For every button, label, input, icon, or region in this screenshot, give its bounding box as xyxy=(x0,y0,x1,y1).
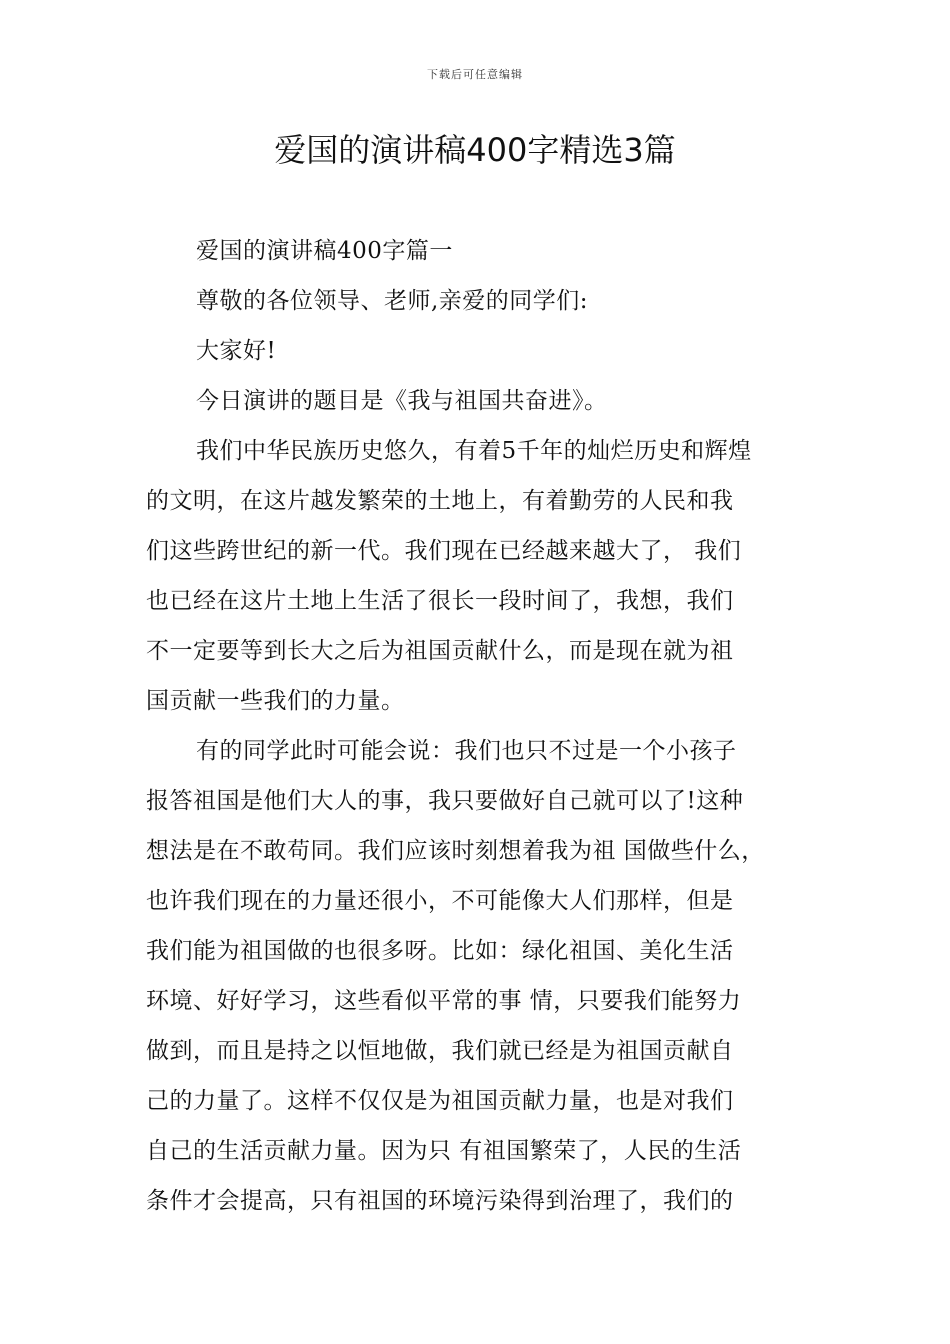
paragraph-line: 己的力量了。这样不仅仅是为祖国贡献力量，也是对我们 xyxy=(146,1088,734,1114)
paragraph-line: 报答祖国是他们大人的事，我只要做好自己就可以了!这种 xyxy=(146,788,744,814)
paragraph-line: 也许我们现在的力量还很小，不可能像大人们那样，但是 xyxy=(146,888,734,914)
document-title: 爱国的演讲稿400字精选3篇 xyxy=(274,131,676,169)
paragraph-line: 有的同学此时可能会说：我们也只不过是一个小孩子 xyxy=(196,738,737,764)
header-note: 下载后可任意编辑 xyxy=(427,68,523,81)
paragraph-line: 也已经在这片土地上生活了很长一段时间了，我想，我们 xyxy=(146,588,734,614)
paragraph-line: 的文明，在这片越发繁荣的土地上，有着勤劳的人民和我 xyxy=(146,488,734,514)
paragraph-line: 我们能为祖国做的也很多呀。比如：绿化祖国、美化生活 xyxy=(146,938,734,964)
topic-line: 今日演讲的题目是《我与祖国共奋进》。 xyxy=(196,388,608,414)
paragraph-line: 不一定要等到长大之后为祖国贡献什么，而是现在就为祖 xyxy=(146,638,734,664)
section-heading: 爱国的演讲稿400字篇一 xyxy=(196,238,453,264)
document-body xyxy=(146,226,816,1226)
greeting: 大家好! xyxy=(196,338,277,364)
paragraph-line: 环境、好好学习，这些看似平常的事 情，只要我们能努力 xyxy=(146,988,742,1014)
paragraph-line: 国贡献一些我们的力量。 xyxy=(146,688,405,714)
paragraph-line: 自己的生活贡献力量。因为只 有祖国繁荣了，人民的生活 xyxy=(146,1138,742,1164)
paragraph-line: 想法是在不敢苟同。我们应该时刻想着我为祖 国做些什么， xyxy=(146,838,765,864)
salutation: 尊敬的各位领导、老师,亲爱的同学们: xyxy=(196,288,589,314)
paragraph-line: 我们中华民族历史悠久，有着5千年的灿烂历史和辉煌 xyxy=(196,438,752,464)
paragraph-line: 条件才会提高，只有祖国的环境污染得到治理了，我们的 xyxy=(146,1188,734,1214)
paragraph-line: 做到，而且是持之以恒地做，我们就已经是为祖国贡献自 xyxy=(146,1038,734,1064)
paragraph-line: 们这些跨世纪的新一代。我们现在已经越来越大了， 我们 xyxy=(146,538,742,564)
